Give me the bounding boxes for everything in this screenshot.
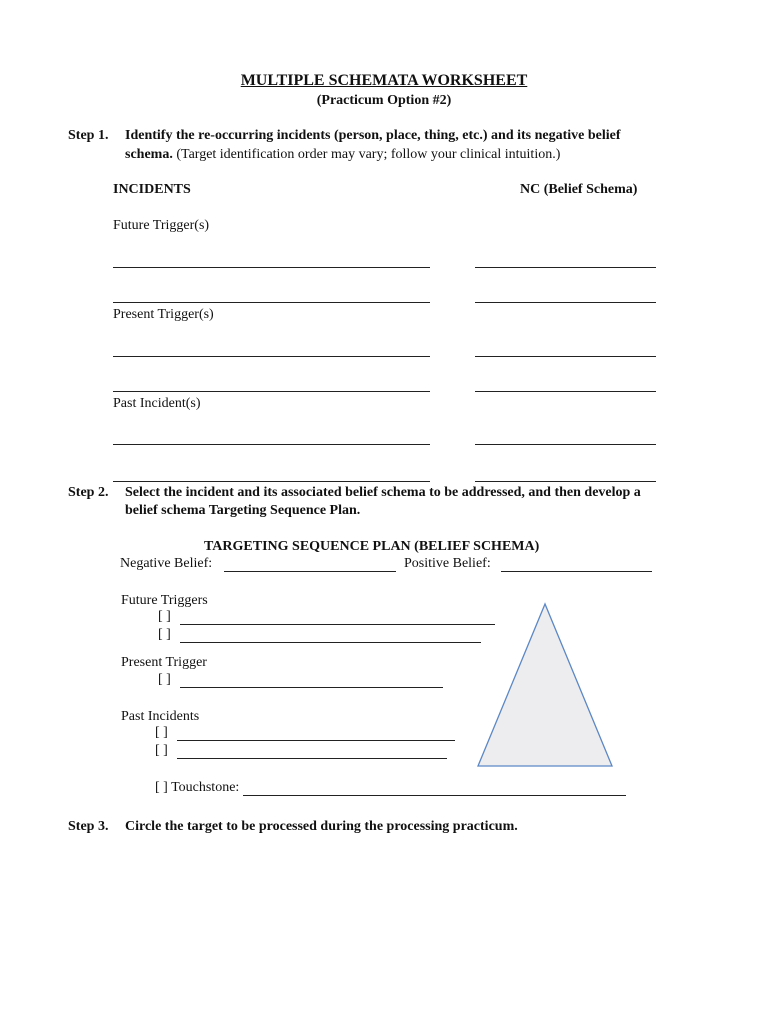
past-incidents-label: Past Incident(s) bbox=[113, 396, 201, 411]
past-belief-line-1[interactable] bbox=[475, 444, 656, 445]
negative-belief-field[interactable] bbox=[224, 571, 396, 572]
future-trigger-checkbox-1[interactable]: [ ] bbox=[158, 609, 171, 624]
past-incident-line-1[interactable] bbox=[113, 444, 430, 445]
past-belief-line-2[interactable] bbox=[475, 481, 656, 482]
step2-label: Step 2. bbox=[68, 485, 109, 500]
worksheet-title: MULTIPLE SCHEMATA WORKSHEET bbox=[240, 72, 528, 89]
future-trigger-row-1[interactable] bbox=[158, 609, 495, 625]
step1-label: Step 1. bbox=[68, 128, 109, 143]
future-incident-line-1[interactable] bbox=[113, 267, 430, 268]
past-incident-checkbox-2[interactable]: [ ] bbox=[155, 743, 168, 758]
targeting-triangle-diagram bbox=[474, 600, 624, 775]
touchstone-row[interactable] bbox=[155, 780, 626, 796]
past-incidents-heading: Past Incidents bbox=[121, 709, 200, 724]
step1-instruction-note: (Target identification order may vary; follow your clinical intuition.) bbox=[172, 147, 561, 162]
future-belief-line-2[interactable] bbox=[475, 302, 656, 303]
present-trigger-row[interactable] bbox=[158, 672, 443, 688]
future-triggers-heading: Future Triggers bbox=[121, 593, 208, 608]
present-belief-line-2[interactable] bbox=[475, 391, 656, 392]
present-belief-line-1[interactable] bbox=[475, 356, 656, 357]
past-incident-field-1[interactable] bbox=[177, 728, 455, 741]
future-triggers-label: Future Trigger(s) bbox=[113, 218, 210, 233]
targeting-triangle-shape bbox=[478, 604, 612, 766]
step3-label: Step 3. bbox=[68, 819, 109, 834]
negative-belief-label: Negative Belief: bbox=[120, 556, 213, 571]
positive-belief-label: Positive Belief: bbox=[404, 556, 491, 571]
past-incident-field-2[interactable] bbox=[177, 746, 447, 759]
future-trigger-row-2[interactable] bbox=[158, 627, 481, 643]
past-incident-checkbox-1[interactable]: [ ] bbox=[155, 725, 168, 740]
past-incident-line-2[interactable] bbox=[113, 481, 430, 482]
step2-instruction-line2: belief schema Targeting Sequence Plan. bbox=[125, 503, 361, 518]
touchstone-field[interactable] bbox=[243, 783, 626, 796]
present-trigger-field[interactable] bbox=[180, 675, 443, 688]
present-triggers-label: Present Trigger(s) bbox=[113, 307, 214, 322]
future-incident-line-2[interactable] bbox=[113, 302, 430, 303]
nc-column-header: NC (Belief Schema) bbox=[520, 182, 638, 197]
touchstone-label[interactable]: [ ] Touchstone: bbox=[155, 780, 240, 795]
step2-instruction-line1: Select the incident and its associated belief schema to be addressed, and then develop a bbox=[125, 485, 641, 500]
future-trigger-field-2[interactable] bbox=[180, 630, 481, 643]
incidents-column-header: INCIDENTS bbox=[113, 182, 191, 197]
future-trigger-field-1[interactable] bbox=[180, 612, 495, 625]
step1-instruction-line2 bbox=[125, 147, 560, 163]
step1-instruction-bold: schema. bbox=[125, 147, 173, 162]
past-incident-row-2[interactable] bbox=[155, 743, 447, 759]
present-incident-line-1[interactable] bbox=[113, 356, 430, 357]
targeting-plan-title: TARGETING SEQUENCE PLAN (BELIEF SCHEMA) bbox=[204, 539, 540, 554]
positive-belief-field[interactable] bbox=[501, 571, 652, 572]
past-incident-row-1[interactable] bbox=[155, 725, 455, 741]
worksheet-subtitle: (Practicum Option #2) bbox=[316, 93, 452, 108]
present-incident-line-2[interactable] bbox=[113, 391, 430, 392]
future-trigger-checkbox-2[interactable]: [ ] bbox=[158, 627, 171, 642]
present-trigger-checkbox[interactable]: [ ] bbox=[158, 672, 171, 687]
step3-instruction: Circle the target to be processed during the processing practicum. bbox=[125, 819, 518, 834]
step1-instruction-line1: Identify the re-occurring incidents (person, place, thing, etc.) and its negative belief bbox=[125, 128, 621, 143]
present-trigger-heading: Present Trigger bbox=[121, 655, 207, 670]
future-belief-line-1[interactable] bbox=[475, 267, 656, 268]
